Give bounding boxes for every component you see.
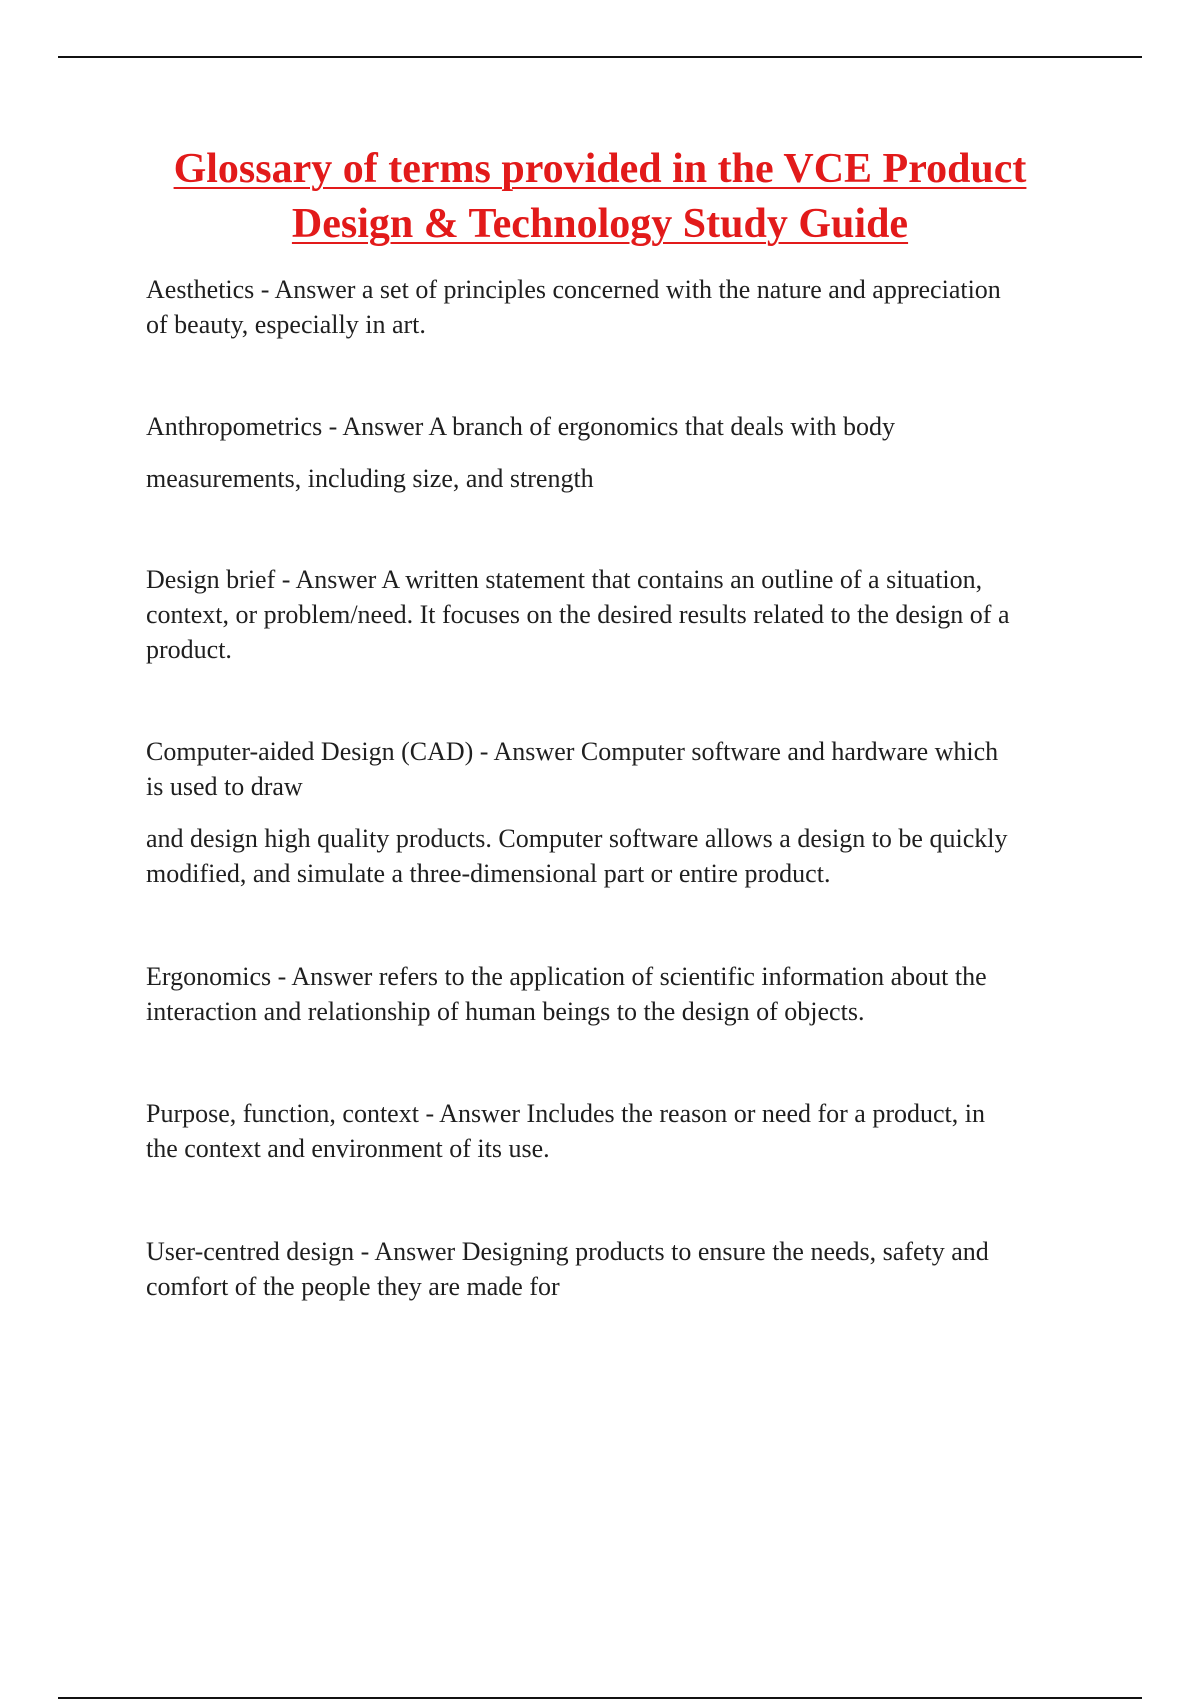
glossary-entry-ergonomics — [146, 959, 1096, 1029]
entry-text-line: Aesthetics - Answer a set of principles concerned with the nature and appreciation — [146, 275, 1001, 304]
glossary-entry-purpose-function-context — [146, 1096, 1096, 1166]
glossary-entry-cad — [146, 734, 1096, 891]
bottom-rule — [58, 1697, 1142, 1699]
entry-text-line: Ergonomics - Answer refers to the application of scientific information about the — [146, 962, 987, 991]
entry-text-line: of beauty, especially in art. — [146, 310, 426, 339]
entry-text-line: Design brief - Answer A written statement that contains an outline of a situation, — [146, 565, 983, 594]
entry-text-line: Purpose, function, context - Answer Includes the reason or need for a product, in — [146, 1099, 985, 1128]
glossary-entry-design-brief — [146, 562, 1096, 667]
glossary-entry-aesthetics — [146, 272, 1096, 342]
entry-text-line: and design high quality products. Computer software allows a design to be quickly — [146, 824, 1008, 853]
entry-text-line: interaction and relationship of human beings to the design of objects. — [146, 997, 865, 1026]
title-line-1: Glossary of terms provided in the VCE Product — [173, 146, 1027, 192]
title-line-2: Design & Technology Study Guide — [291, 201, 909, 247]
entry-text-line: Anthropometrics - Answer A branch of ergonomics that deals with body — [146, 412, 896, 441]
glossary-entry-user-centred-design — [146, 1234, 1096, 1304]
entry-text-line: is used to draw — [146, 772, 303, 801]
glossary-entry-anthropometrics — [146, 409, 1096, 496]
entry-text-line: context, or problem/need. It focuses on the desired results related to the design of a — [146, 600, 1010, 629]
entry-text-line: measurements, including size, and strength — [146, 464, 594, 493]
entry-text-line: comfort of the people they are made for — [146, 1272, 560, 1301]
entry-text-line: modified, and simulate a three-dimensional part or entire product. — [146, 859, 831, 888]
entry-text-line: the context and environment of its use. — [146, 1134, 550, 1163]
document-title — [100, 142, 1100, 252]
entry-text-line: User-centred design - Answer Designing products to ensure the needs, safety and — [146, 1237, 989, 1266]
top-rule — [58, 56, 1142, 58]
entry-text-line: product. — [146, 635, 232, 664]
entry-text-line: Computer-aided Design (CAD) - Answer Computer software and hardware which — [146, 737, 999, 766]
